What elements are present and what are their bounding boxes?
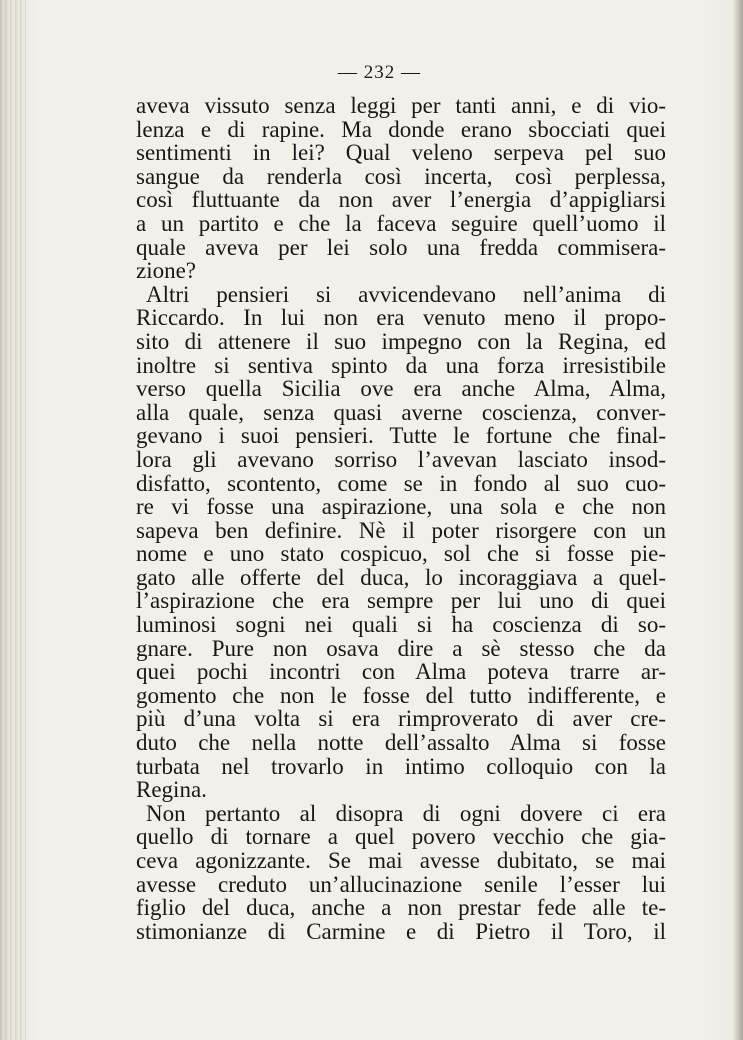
paragraph [136, 94, 666, 283]
paragraph [136, 283, 666, 802]
page-number: — 232 — [338, 62, 421, 83]
text-line: sito di attenere il suo impegno con la Regina, ed [136, 328, 666, 354]
text-line: gomento che non le fosse del tutto indifferente, e [136, 682, 666, 708]
text-line: così fluttuante da non aver l’energia d’appigliarsi [136, 187, 666, 213]
text-line: zione? [136, 258, 197, 284]
text-line: gato alle offerte del duca, lo incoraggiava a quel- [136, 564, 666, 590]
text-line: lenza e di rapine. Ma donde erano sbocciati quei [136, 116, 666, 142]
text-line: quei pochi incontri con Alma poteva trarre ar- [136, 659, 666, 685]
text-line: avesse creduto un’allucinazione senile l’esser lui [136, 871, 666, 897]
text-line: sentimenti in lei? Qual veleno serpeva pel suo [136, 140, 666, 166]
text-line: luminosi sogni nei quali si ha coscienza di so- [136, 612, 666, 638]
text-line: figlio del duca, anche a non prestar fede alle te- [136, 895, 666, 921]
text-line: Non pertanto al disopra di ogni dovere ci era [146, 800, 666, 826]
body-text [136, 94, 666, 943]
text-line: lora gli avevano sorriso l’avevan lasciato insod- [136, 446, 666, 472]
text-line: quale aveva per lei solo una fredda commisera- [136, 234, 666, 260]
text-line: stimonianze di Carmine e di Pietro il Toro, il [136, 918, 666, 944]
text-line: nome e uno stato cospicuo, sol che si fosse pie- [136, 541, 666, 567]
paragraph [136, 802, 666, 944]
text-line: più d’una volta si era rimproverato di aver cre- [136, 706, 666, 732]
text-line: quello di tornare a quel povero vecchio che gia- [136, 824, 666, 850]
text-line: turbata nel trovarlo in intimo colloquio con la [136, 753, 666, 779]
page-edge-shadow [733, 0, 743, 1040]
text-line: Riccardo. In lui non era venuto meno il propo- [136, 305, 666, 331]
text-line: disfatto, scontento, come se in fondo al suo cuo- [136, 470, 666, 496]
text-line: alla quale, senza quasi averne coscienza, conver- [136, 399, 666, 425]
text-line: sapeva ben definire. Nè il poter risorgere con un [136, 517, 666, 543]
text-line: Altri pensieri si avvicendevano nell’anima di [146, 281, 666, 307]
page-gutter-shadow [0, 0, 26, 1040]
text-line: duto che nella notte dell’assalto Alma si fosse [136, 730, 666, 756]
text-line: re vi fosse una aspirazione, una sola e che non [136, 494, 666, 520]
text-line: gevano i suoi pensieri. Tutte le fortune che final- [136, 423, 666, 449]
text-line: gnare. Pure non osava dire a sè stesso che da [136, 635, 666, 661]
text-line: ceva agonizzante. Se mai avesse dubitato, se mai [136, 848, 666, 873]
text-line: a un partito e che la faceva seguire quell’uomo il [136, 210, 666, 236]
text-line: l’aspirazione che era sempre per lui uno di quei [136, 588, 666, 614]
text-line: aveva vissuto senza leggi per tanti anni, e di vio- [136, 93, 666, 118]
text-line: sangue da renderla così incerta, così perplessa, [136, 163, 666, 189]
text-line: Regina. [136, 777, 207, 803]
text-line: inoltre si sentiva spinto da una forza irresistibile [136, 352, 666, 378]
text-line: verso quella Sicilia ove era anche Alma, Alma, [136, 376, 666, 402]
